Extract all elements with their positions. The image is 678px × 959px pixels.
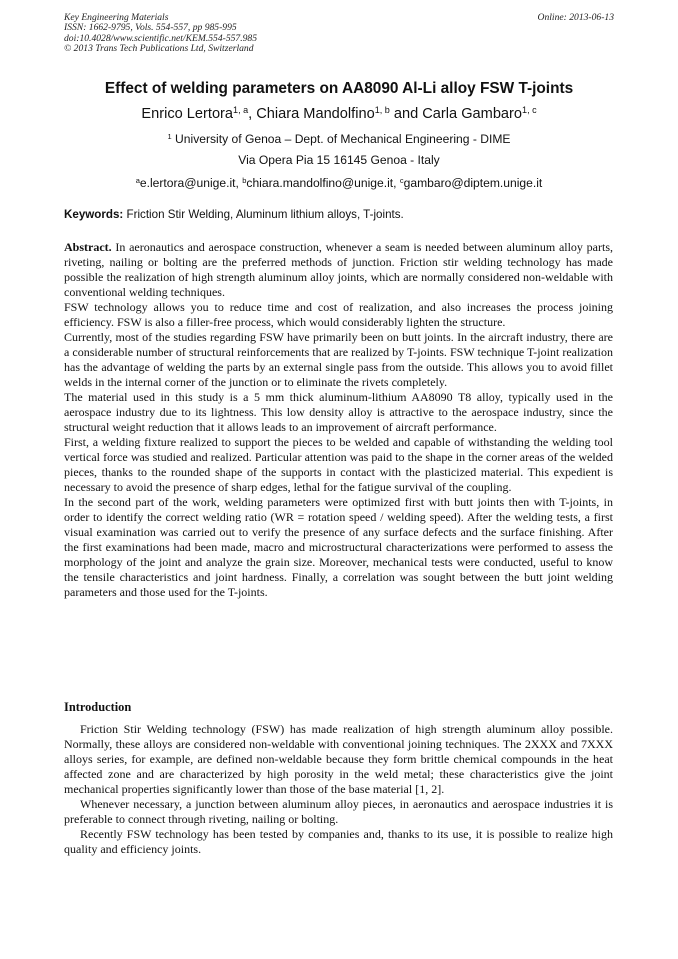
introduction-section [64,722,613,857]
email-link[interactable]: chiara.mandolfino@unige.it, [246,176,400,190]
author-name: Carla Gambaro [422,106,523,122]
abstract-label: Abstract. [64,240,112,254]
author-sup: 1, a [233,105,249,116]
email-sup: a [135,175,140,185]
affiliation-line [40,132,638,146]
email-line [40,176,638,190]
journal-header [64,13,614,55]
online-date: Online: 2013-06-13 [537,12,614,23]
abstract-section [64,240,613,600]
doi-line: doi:10.4028/www.scientific.net/KEM.554-557.985 [64,32,258,44]
author-line [40,106,638,122]
intro-paragraph: Whenever necessary, a junction between aluminum alloy pieces, in aeronautics and aerospace industries it is preferable to connect through riveting, nailing or bolting. [64,797,613,826]
author-sup: 1, b [374,105,390,116]
journal-name: Key Engineering Materials [64,12,169,23]
author-separator: , [248,106,257,122]
email-sup: b [242,175,247,185]
abstract-paragraph: The material used in this study is a 5 mm thick aluminum-lithium AA8090 T8 alloy, typically used in the aerospace industry due to its lightness. This low density alloy is attractive to the aerospace industry, since the structural weight reduction that it allows leads to an improvement of aircraft performance. [64,390,613,434]
keywords-label: Keywords: [64,208,124,221]
abstract-paragraph: FSW technology allows you to reduce time and cost of realization, and also increases the process joining efficiency. FSW is also a filler-free process, which would considerably lighten the structure. [64,300,613,329]
copyright-line: © 2013 Trans Tech Publications Ltd, Switzerland [64,43,254,55]
abstract-paragraph: Currently, most of the studies regarding FSW have primarily been on butt joints. In the aircraft industry, there are a considerable number of structural reinforcements that are realized by T-joints. FSW technique T-joint realization has the advantage of welding the parts by an external single pass from the outside. This allows you to avoid fillet welds in the internal corner of the junction or to eliminate the rivets completely. [64,330,613,389]
abstract-paragraph: In the second part of the work, welding parameters were optimized first with butt joints then with T-joints, in order to identify the correct welding ratio (WR = rotation speed / welding speed). After the welding tests, a first visual examination was carried out to verify the presence of any surface defects and the surface finishing. After the first examinations had been made, macro and microstructural characterizations were performed to assess the morphology of the joint and analyze the grain size. Moreover, mechanical tests were conducted, useful to know the tensile characteristics and joint hardness. Finally, a correlation was sought between the butt joint welding parameters and those used for the T-joints. [64,495,613,599]
author-separator: and [389,106,423,122]
paper-title: Effect of welding parameters on AA8090 Al-Li alloy FSW T-joints [104,80,574,97]
author-name: Enrico Lertora [141,106,234,122]
issn-line: ISSN: 1662-9795, Vols. 554-557, pp 985-995 [64,22,237,34]
keywords [64,208,614,221]
address-line: Via Opera Pia 15 16145 Genoa - Italy [238,153,440,167]
affiliation-sup: 1 [167,131,172,141]
email-sup: c [399,175,404,185]
email-link[interactable]: e.lertora@unige.it, [139,176,243,190]
abstract-paragraph [64,240,613,300]
intro-paragraph: Recently FSW technology has been tested by companies and, thanks to its use, it is possible to realize high quality and efficiency joints. [64,827,613,856]
affiliation-text: University of Genoa – Dept. of Mechanical Engineering - DIME [175,132,511,146]
author-sup: 1, c [522,105,537,116]
abstract-text: In aeronautics and aerospace construction, whenever a seam is needed between aluminum alloy parts, riveting, nailing or bolting are the preferred methods of junction. Friction stir welding technology has made possible the realization of high strength aluminum alloy joints, which are normally considered non-weldable with conventional welding techniques. [64,240,613,299]
author-name: Chiara Mandolfino [256,106,375,122]
keywords-text: Friction Stir Welding, Aluminum lithium alloys, T-joints. [123,208,404,221]
abstract-paragraph: First, a welding fixture realized to support the pieces to be welded and capable of withstanding the welding tool vertical force was studied and realized. Particular attention was paid to the shape in the corner areas of the welded pieces, thanks to the rounded shape of the supports in contact with the plasticized material. This expedient is necessary to avoid the presence of sharp edges, lethal for the fatigue survival of the coupling. [64,435,613,494]
email-link[interactable]: gambaro@diptem.unige.it [403,176,543,190]
section-heading: Introduction [64,700,132,714]
intro-paragraph: Friction Stir Welding technology (FSW) has made realization of high strength aluminum alloy possible. Normally, these alloys are considered non-weldable with conventional joining techniques. The 2XXX and 7XXX alloys series, for example, are defined non-weldable because they form brittle chemical compounds in the heat affected zone and are characterized by high porosity in the weld metal; these characteristics give the joint mechanical properties significantly lower than those of the base material [1, 2]. [64,722,613,796]
